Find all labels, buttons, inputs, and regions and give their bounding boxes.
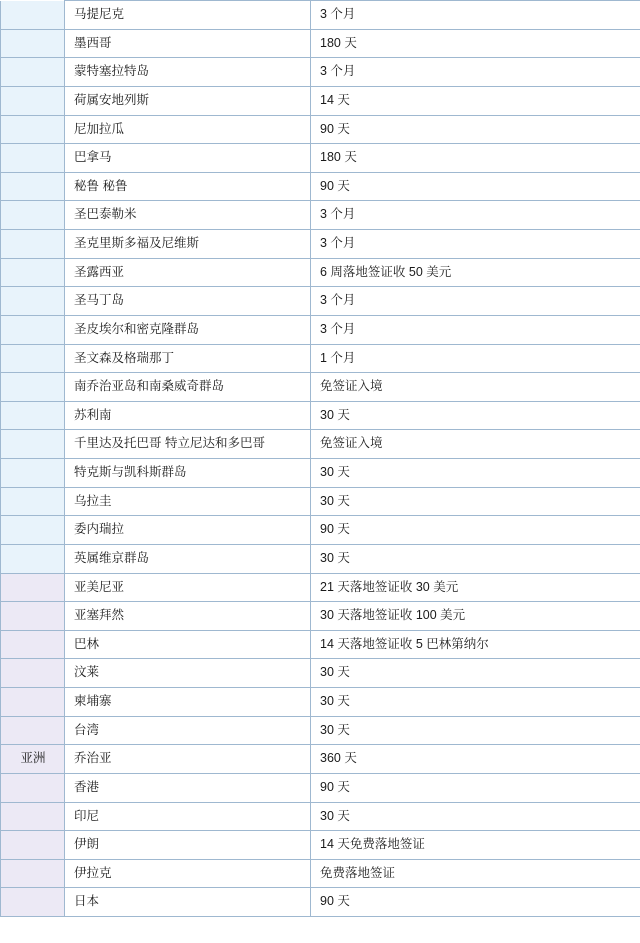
table-row [1,602,640,631]
region-spacer [1,459,65,488]
region-spacer [1,373,65,402]
country-name: 千里达及托巴哥 特立尼达和多巴哥 [65,430,311,459]
stay-duration: 30 天 [311,802,640,831]
table-row [1,144,640,173]
region-spacer [1,144,65,173]
stay-duration: 3 个月 [311,1,640,30]
table-row [1,573,640,602]
table-row [1,29,640,58]
stay-duration: 21 天落地签证收 30 美元 [311,573,640,602]
stay-duration: 30 天落地签证收 100 美元 [311,602,640,631]
region-spacer [1,230,65,259]
country-name: 柬埔寨 [65,688,311,717]
table-row [1,544,640,573]
region-spacer [1,831,65,860]
table-row [1,831,640,860]
country-name: 台湾 [65,716,311,745]
table-row [1,688,640,717]
table-row [1,1,640,30]
table-row [1,401,640,430]
country-name: 巴拿马 [65,144,311,173]
region-spacer [1,544,65,573]
country-name: 圣克里斯多福及尼维斯 [65,230,311,259]
country-name: 特克斯与凯科斯群岛 [65,459,311,488]
country-name: 马提尼克 [65,1,311,30]
country-name: 委内瑞拉 [65,516,311,545]
table-row [1,230,640,259]
country-name: 圣露西亚 [65,258,311,287]
table-row [1,516,640,545]
country-name: 南乔治亚岛和南桑威奇群岛 [65,373,311,402]
region-spacer [1,201,65,230]
country-name: 蒙特塞拉特岛 [65,58,311,87]
country-name: 亚塞拜然 [65,602,311,631]
stay-duration: 90 天 [311,888,640,917]
table-row [1,659,640,688]
stay-duration: 3 个月 [311,201,640,230]
table-row [1,459,640,488]
stay-duration: 3 个月 [311,58,640,87]
region-spacer [1,859,65,888]
country-name: 圣文森及格瑞那丁 [65,344,311,373]
region-spacer [1,516,65,545]
stay-duration: 30 天 [311,659,640,688]
region-spacer [1,315,65,344]
table-row [1,630,640,659]
country-name: 荷属安地列斯 [65,86,311,115]
stay-duration: 180 天 [311,144,640,173]
table-row [1,859,640,888]
region-spacer [1,688,65,717]
table-row [1,802,640,831]
table-row [1,258,640,287]
table-row [1,373,640,402]
region-spacer [1,716,65,745]
stay-duration: 90 天 [311,516,640,545]
stay-duration: 14 天免费落地签证 [311,831,640,860]
region-spacer [1,258,65,287]
country-name: 乔治亚 [65,745,311,774]
region-spacer [1,773,65,802]
table-row [1,172,640,201]
region-spacer [1,602,65,631]
country-name: 日本 [65,888,311,917]
country-name: 乌拉圭 [65,487,311,516]
country-name: 印尼 [65,802,311,831]
region-spacer [1,172,65,201]
region-spacer [1,802,65,831]
table-body [1,1,640,917]
country-name: 圣皮埃尔和密克隆群岛 [65,315,311,344]
stay-duration: 90 天 [311,115,640,144]
table-row [1,487,640,516]
stay-duration: 30 天 [311,487,640,516]
region-spacer [1,401,65,430]
table-row [1,58,640,87]
stay-duration: 30 天 [311,459,640,488]
region-spacer [1,487,65,516]
table-row [1,745,640,774]
table-row [1,115,640,144]
stay-duration: 30 天 [311,688,640,717]
stay-duration: 360 天 [311,745,640,774]
region-spacer [1,115,65,144]
stay-duration: 30 天 [311,544,640,573]
country-name: 英属维京群岛 [65,544,311,573]
stay-duration: 14 天落地签证收 5 巴林第纳尔 [311,630,640,659]
stay-duration: 180 天 [311,29,640,58]
region-label: 亚洲 [1,745,65,774]
region-spacer [1,573,65,602]
region-spacer [1,1,65,30]
stay-duration: 免费落地签证 [311,859,640,888]
country-name: 汶莱 [65,659,311,688]
stay-duration: 3 个月 [311,230,640,259]
stay-duration: 90 天 [311,172,640,201]
stay-duration: 14 天 [311,86,640,115]
table-row [1,315,640,344]
country-name: 伊拉克 [65,859,311,888]
region-spacer [1,86,65,115]
table-row [1,86,640,115]
stay-duration: 免签证入境 [311,430,640,459]
table-row [1,430,640,459]
country-name: 墨西哥 [65,29,311,58]
country-name: 伊朗 [65,831,311,860]
country-name: 圣巴泰勒米 [65,201,311,230]
region-spacer [1,29,65,58]
stay-duration: 6 周落地签证收 50 美元 [311,258,640,287]
region-spacer [1,430,65,459]
table-row [1,888,640,917]
table-row [1,344,640,373]
stay-duration: 3 个月 [311,287,640,316]
region-spacer [1,659,65,688]
country-name: 巴林 [65,630,311,659]
country-name: 苏利南 [65,401,311,430]
country-name: 圣马丁岛 [65,287,311,316]
region-spacer [1,344,65,373]
region-spacer [1,58,65,87]
country-name: 香港 [65,773,311,802]
table-row [1,201,640,230]
country-name: 秘鲁 秘鲁 [65,172,311,201]
country-name: 尼加拉瓜 [65,115,311,144]
stay-duration: 30 天 [311,401,640,430]
table-row [1,287,640,316]
stay-duration: 1 个月 [311,344,640,373]
region-spacer [1,287,65,316]
table-row [1,773,640,802]
stay-duration: 3 个月 [311,315,640,344]
stay-duration: 免签证入境 [311,373,640,402]
table-row [1,716,640,745]
stay-duration: 90 天 [311,773,640,802]
region-spacer [1,888,65,917]
country-name: 亚美尼亚 [65,573,311,602]
stay-duration: 30 天 [311,716,640,745]
region-spacer [1,630,65,659]
